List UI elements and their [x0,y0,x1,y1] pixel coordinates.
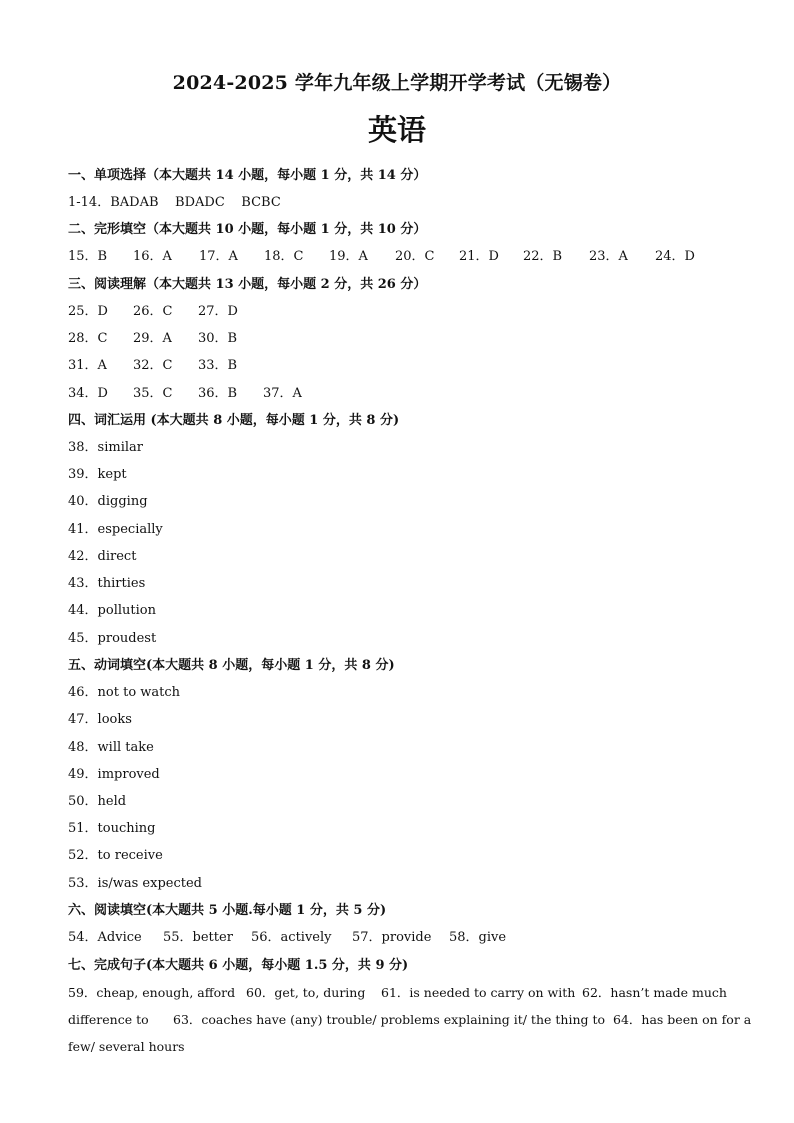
answer-item: 17．A [199,249,238,264]
answer-item: 31．A [68,358,107,373]
answer-item: 58．give [449,930,507,945]
answer-item: 46．not to watch [68,685,181,700]
section-1-heading: 一、单项选择（本大题共 14 小题，每小题 1 分，共 14 分） [68,168,427,183]
answer-item: 55．better [163,930,233,945]
answer-item: 54．Advice [68,930,142,945]
section-7-line: few/ several hours [68,1039,185,1054]
answer-item: 43．thirties [68,576,146,591]
answer-item: 47．looks [68,712,132,727]
answer-item: 61．is needed to carry on with [381,985,576,1000]
answer-item: 59．cheap, enough, afford [68,985,236,1000]
answer-item: 28．C [68,331,108,346]
answer-item: 20．C [395,249,435,264]
answer-item: 52．to receive [68,848,163,863]
answer-item: 64．has been on for a [613,1012,752,1027]
answer-item: 45．proudest [68,631,157,646]
answer-item: 18．C [264,249,304,264]
answer-item: 53．is/was expected [68,876,202,891]
page-title: 2024-2025 学年九年级上学期开学考试（无锡卷） [172,72,622,94]
answer-item: 33．B [198,358,238,373]
answer-item: 63．coaches have (any) trouble/ problems explaining it/ the thing to [173,1012,606,1027]
section-5-heading: 五、动词填空(本大题共 8 小题，每小题 1 分，共 8 分) [68,658,395,673]
answer-item: 32．C [133,358,173,373]
section-7-heading: 七、完成句子(本大题共 6 小题，每小题 1.5 分，共 9 分) [68,958,409,973]
answer-item: 40．digging [68,494,148,509]
answer-item: 57．provide [352,930,432,945]
section-6-heading: 六、阅读填空(本大题共 5 小题.每小题 1 分，共 5 分) [68,903,387,918]
subject-title: 英语 [367,113,426,147]
section-3-row [68,386,302,402]
answer-item: 44．pollution [68,603,156,618]
answer-item: 48．will take [68,740,154,755]
section-4-heading: 四、词汇运用 (本大题共 8 小题，每小题 1 分，共 8 分) [68,413,400,428]
section-6-answers [68,930,506,946]
section-7-line [68,1012,751,1028]
answer-item: 19．A [329,249,368,264]
answer-item: 56．actively [251,930,332,945]
answer-item: 15．B [68,249,108,264]
answer-item: 27．D [198,304,238,319]
answer-item: 38．similar [68,440,143,455]
section-2-heading: 二、完形填空（本大题共 10 小题，每小题 1 分，共 10 分） [68,222,427,237]
answer-item: 39．kept [68,467,127,482]
answer-item: 22．B [523,249,563,264]
answer-item: 25．D [68,304,108,319]
answer-item: 60．get, to, during [246,985,366,1000]
answer-item: 34．D [68,386,108,401]
section-1-answers: 1-14．BADAB BDADC BCBC [68,195,281,210]
answer-item: 29．A [133,331,172,346]
answer-item: 36．B [198,386,238,401]
answer-item: 30．B [198,331,238,346]
section-2-answers [68,249,695,265]
answer-item: 23．A [589,249,628,264]
answer-item: 16．A [133,249,172,264]
answer-item: 42．direct [68,549,137,564]
answer-item: 62．hasn’t made much [582,985,727,1000]
answer-item: 26．C [133,304,173,319]
answer-item: 49．improved [68,767,160,782]
answer-item: 24．D [655,249,695,264]
section-3-heading: 三、阅读理解（本大题共 13 小题，每小题 2 分，共 26 分） [68,277,427,292]
answer-item: 50．held [68,794,127,809]
answer-item: 41．especially [68,522,163,537]
section-3-row [68,331,237,347]
answer-item: 51．touching [68,821,156,836]
answer-item: 21．D [459,249,499,264]
answer-item: 35．C [133,386,173,401]
section-3-row [68,304,238,320]
section-7-line [68,985,727,1001]
section-3-row [68,358,237,374]
answer-item: difference to [68,1012,149,1027]
answer-item: 37．A [263,386,302,401]
